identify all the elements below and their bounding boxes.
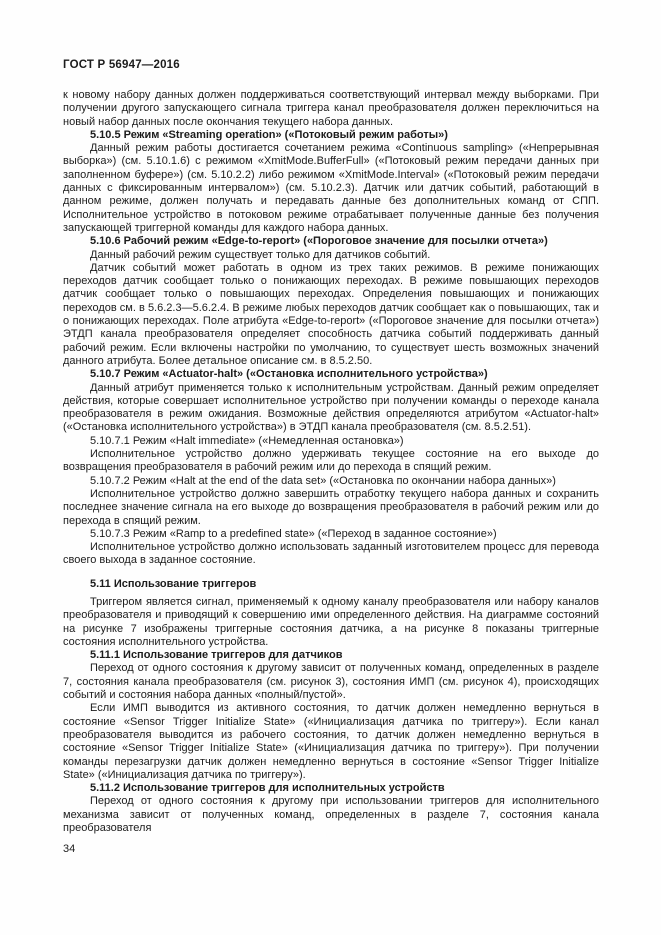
document-code-header: ГОСТ Р 56947—2016 <box>63 59 180 71</box>
subheading-5-10-7-1: 5.10.7.1 Режим «Halt immediate» («Немедленная остановка») <box>90 434 404 447</box>
paragraph-5-10-5-body: Данный режим работы достигается сочетанием режима «Continuous sampling» («Непрерывная выборка») (см. 5.10.1.6) с режимом «XmitMode.BufferFull» («Потоковый режим передачи данных при заполненном буфере») (см. 5.10.2.2) либо режимом «XmitMode.Interval» («Потоковый режим передачи данных с фиксированным интервалом») (см. 5.10.2.3). Датчик или датчик событий, работающий в данном режиме, должен получать и передавать данные без дополнительных команд от СПП. Исполнительное устройство в потоковом режиме отрабатывает полученные данные без получения запускающей триггерной команды для каждого набора данных. <box>63 142 599 234</box>
page-content <box>63 59 599 855</box>
subheading-5-10-7-2: 5.10.7.2 Режим «Halt at the end of the data set» («Остановка по окончании набора данных») <box>90 474 556 487</box>
heading-5-11: 5.11 Использование триггеров <box>90 577 257 590</box>
heading-5-10-6: 5.10.6 Рабочий режим «Edge-to-report» («Пороговое значение для посылки отчета») <box>90 235 548 248</box>
paragraph-5-11-2-body: Переход от одного состояния к другому при использовании триггеров для исполнительного механизма зависит от полученных команд, определенных в разделе 7, состояния канала преобразователя <box>63 795 599 835</box>
heading-5-11-2: 5.11.2 Использование триггеров для исполнительных устройств <box>90 782 445 795</box>
paragraph-5-10-7-1-body: Исполнительное устройство должно удерживать текущее состояние на его выходе до возвращения преобразователя в рабочий режим или до перехода в спящий режим. <box>63 448 599 474</box>
paragraph-5-10-7-2-body: Исполнительное устройство должно завершить отработку текущего набора данных и сохранить последнее значение сигнала на его выходе до возвращения преобразователя в рабочий режим или до перехода в спящий режим. <box>63 487 599 527</box>
paragraph-5-10-6-intro: Данный рабочий режим существует только для датчиков событий. <box>90 248 431 261</box>
paragraph-5-10-6-body: Датчик событий может работать в одном из трех таких режимов. В режиме понижающих переходов датчик сообщает только о понижающих переходах. В режиме повышающих переходов датчик сообщает только о повышающих переходах. Определения повышающих и понижающих переходов см. в 5.6.2.3—5.6.2.4. В режиме любых переходов датчик сообщает как о повышающих, так и о понижающих переходах. Поле атрибута «Edge-to-report» («Пороговое значение для посылки отчета») ЭТДП канала преобразователя определяет способность датчика событий поддерживать данный рабочий режим. Если включены настройки по умолчанию, то существует шесть возможных значений данного атрибута. Более детальное описание см. в 8.5.2.50. <box>63 261 599 367</box>
text-column <box>63 89 599 835</box>
heading-5-10-7: 5.10.7 Режим «Actuator-halt» («Остановка исполнительного устройства») <box>90 368 488 381</box>
paragraph-5-11-1-triggers: Если ИМП выводится из активного состояния, то датчик должен немедленно вернуться в состояние «Sensor Trigger Initialize State» («Инициализация датчика по триггеру»). Если канал преобразователя выводится из рабочего состояния, то датчик должен немедленно вернуться в состояние «Sensor Trigger Initialize State» («Инициализация датчика по триггеру»). При получении команды перезагрузки датчик должен немедленно вернуться в состояние «Sensor Trigger Initialize State» («Инициализация датчика по триггеру»). <box>63 702 599 781</box>
heading-5-11-1: 5.11.1 Использование триггеров для датчиков <box>90 649 343 662</box>
paragraph-5-10-7-3-body: Исполнительное устройство должно использовать заданный изготовителем процесс для перевода своего выхода в заданное состояние. <box>63 541 599 567</box>
paragraph-5-11-1-body: Переход от одного состояния к другому зависит от полученных команд, определенных в разделе 7, состояния канала преобразователя (см. рисунок 3), состояния ИМП (см. рисунок 4), происходящих событий и состояния набора данных «полный/пустой». <box>63 662 599 702</box>
paragraph-5-10-7-body: Данный атрибут применяется только к исполнительным устройствам. Данный режим определяет действия, которые совершает исполнительное устройство при получении команды о переходе канала преобразователя в режим ожидания. Возможные действия определяются атрибутом «Actuator-halt» («Остановка исполнительного устройства») в ЭТДП канала преобразователя (см. 8.5.2.51). <box>63 381 599 434</box>
page-number: 34 <box>63 843 76 856</box>
paragraph-5-11-intro: Триггером является сигнал, применяемый к одному каналу преобразователя или набору каналов преобразователя и приводящий к совершению ими определенного действия. На диаграмме состояний на рисунке 7 изображены триггерные состояния датчика, а на рисунке 8 показаны триггерные состояния исполнительного устройства. <box>63 595 599 648</box>
heading-5-10-5: 5.10.5 Режим «Streaming operation» («Потоковый режим работы») <box>90 128 448 141</box>
paragraph-dataset-interval: к новому набору данных должен поддерживаться соответствующий интервал между выборками. При получении другого запускающего сигнала триггера канал преобразователя должен переключиться на новый набор данных после окончания текущего набора данных. <box>63 89 599 128</box>
subheading-5-10-7-3: 5.10.7.3 Режим «Ramp to a predefined state» («Переход в заданное состояние») <box>90 527 497 540</box>
